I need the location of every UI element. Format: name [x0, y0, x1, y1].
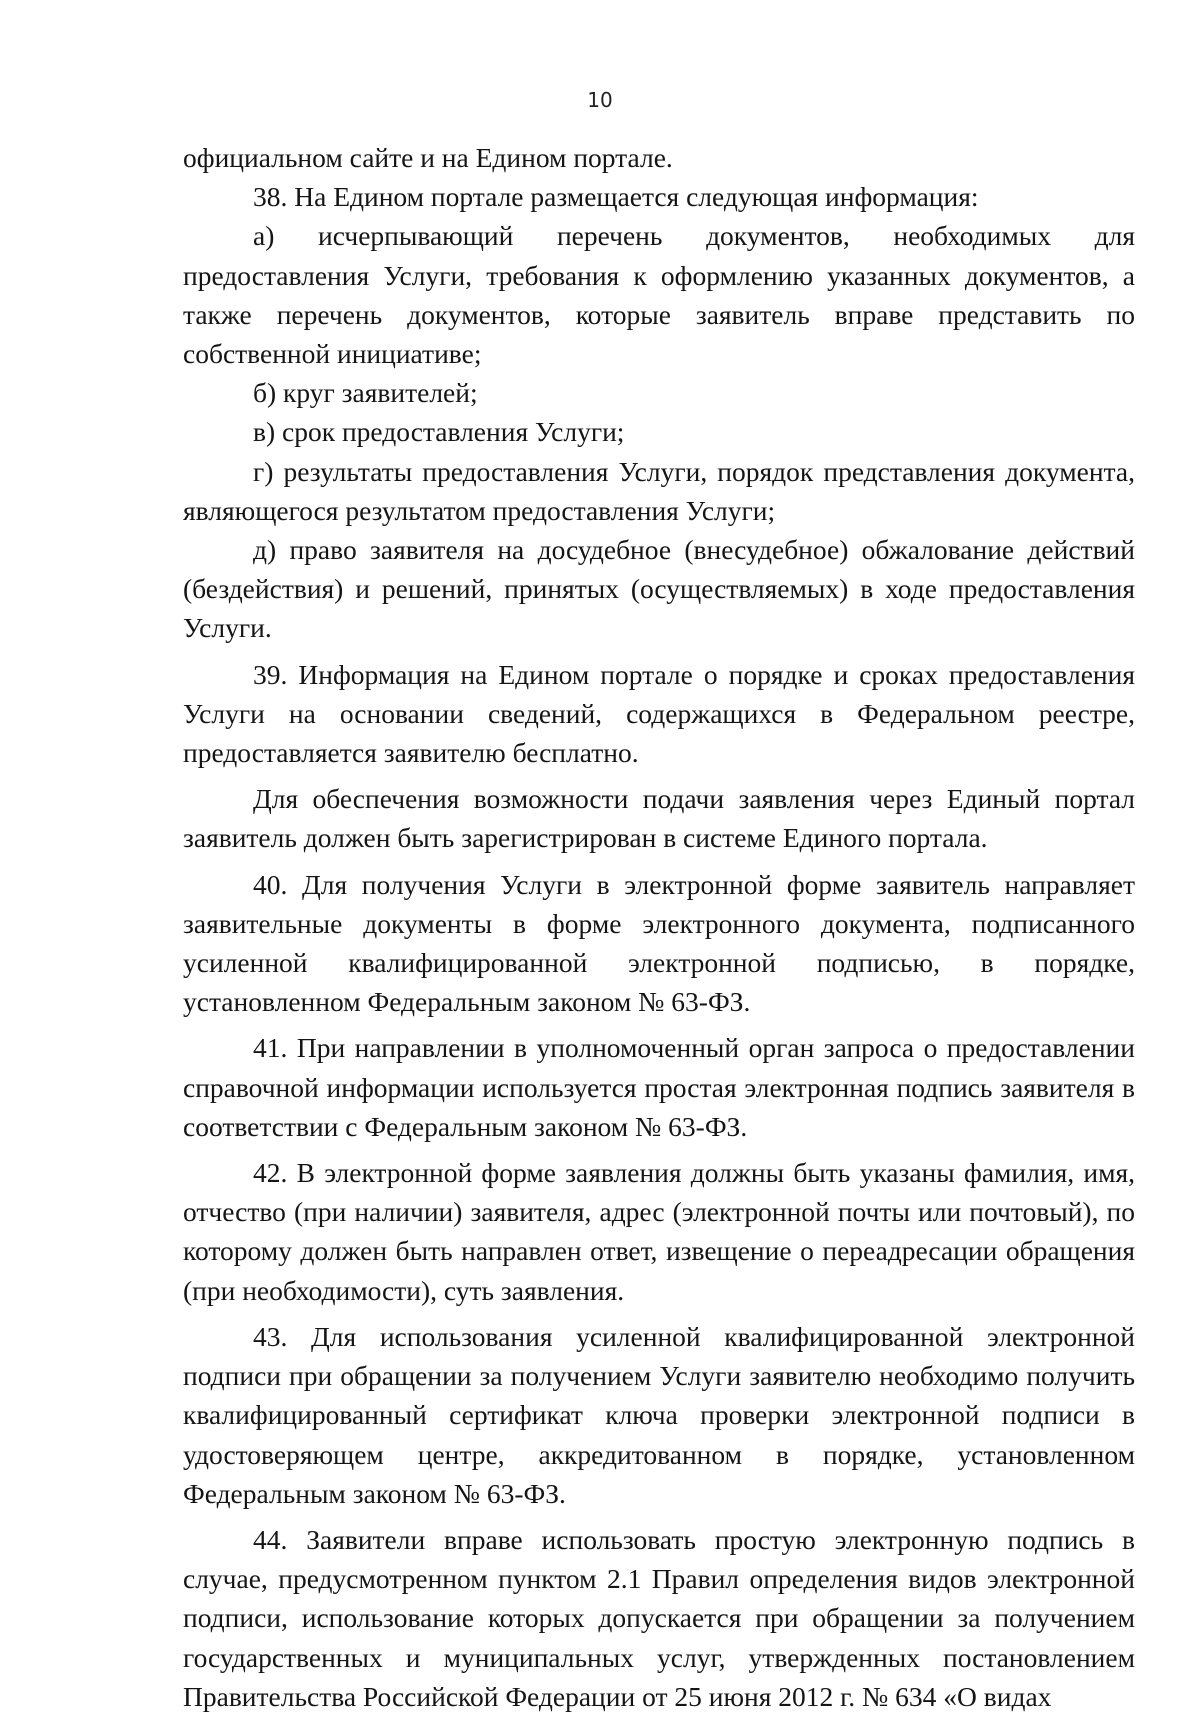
paragraph-38-d: д) право заявителя на досудебное (внесудебное) обжалование действий (бездействия) и решений, принятых (осуществляемых) в ходе предоставления Услуги. — [183, 534, 1135, 644]
paragraph-39: 39. Информация на Едином портале о порядке и сроках предоставления Услуги на основании сведений, содержащихся в Федеральном реестре, предоставляется заявителю бесплатно. — [183, 658, 1135, 769]
document-body — [183, 138, 1135, 1716]
paragraph-39-cont: Для обеспечения возможности подачи заявления через Единый портал заявитель должен быть зарегистрирован в системе Единого портала. — [183, 783, 1135, 854]
paragraph-38-b: б) круг заявителей; — [253, 377, 478, 409]
paragraph-38-a: а) исчерпывающий перечень документов, необходимых для предоставления Услуги, требования к оформлению указанных документов, а также перечень документов, которые заявитель вправе представить по собственной инициативе; — [183, 220, 1135, 370]
paragraph-40: 40. Для получения Услуги в электронной форме заявитель направляет заявительные документы в форме электронного документа, подписанного усиленной квалифицированной электронной подписью, в порядке, установленном Федеральным законом № 63-ФЗ. — [183, 868, 1135, 1018]
paragraph-42: 42. В электронной форме заявления должны быть указаны фамилия, имя, отчество (при наличии) заявителя, адрес (электронной почты или почтовый), по которому должен быть направлен ответ, извещение о переадресации обращения (при необходимости), суть заявления. — [183, 1157, 1135, 1306]
paragraph-43: 43. Для использования усиленной квалифицированной электронной подписи при обращении за получением Услуги заявителю необходимо получить квалифицированный сертификат ключа проверки электронной подписи в удостоверяющем центре, аккредитованном в порядке, установленном Федеральным законом № 63-ФЗ. — [183, 1320, 1135, 1509]
paragraph-continuation: официальном сайте и на Едином портале. — [183, 142, 673, 173]
paragraph-38: 38. На Едином портале размещается следующая информация: — [253, 181, 979, 213]
paragraph-44: 44. Заявители вправе использовать простую электронную подпись в случае, предусмотренном пунктом 2.1 Правил определения видов электронной подписи, использование которых допускается при обращении за получением государственных и муниципальных услуг, утвержденных постановлением Правительства Российской Федерации от 25 июня 2012 г. № 634 «О видах — [183, 1523, 1135, 1712]
paragraph-38-v: в) срок предоставления Услуги; — [253, 416, 625, 448]
paragraph-38-g: г) результаты предоставления Услуги, порядок представления документа, являющегося результатом предоставления Услуги; — [183, 455, 1135, 526]
paragraph-41: 41. При направлении в уполномоченный орган запроса о предоставлении справочной информации используется простая электронная подпись заявителя в соответствии с Федеральным законом № 63-ФЗ. — [183, 1032, 1135, 1142]
page-number: 10 — [587, 88, 613, 112]
